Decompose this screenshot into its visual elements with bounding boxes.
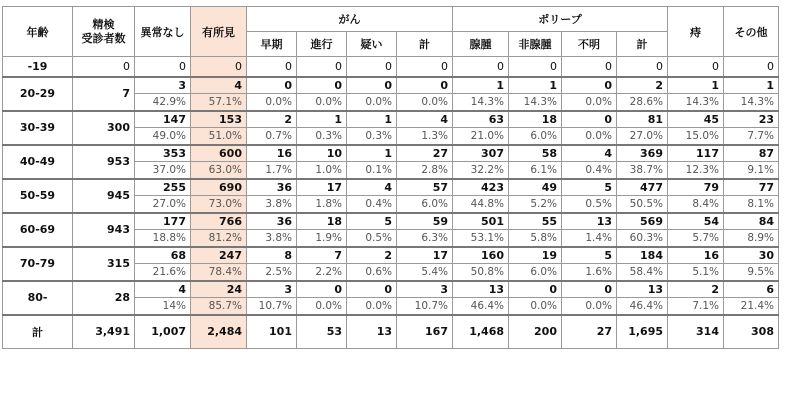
polyp-non-adenoma-percent: 5.8% xyxy=(509,230,562,247)
hemorrhoid-count: 2 xyxy=(668,281,724,298)
table-row-count xyxy=(3,281,779,298)
polyp-non-adenoma-total: 200 xyxy=(509,315,562,349)
other-percent: 14.3% xyxy=(724,94,779,111)
age-label: 50-59 xyxy=(3,179,73,213)
cancer-advanced-count: 7 xyxy=(297,247,347,264)
polyp-adenoma-percent: 50.8% xyxy=(453,264,509,281)
polyp-non-adenoma-count: 18 xyxy=(509,111,562,128)
cancer-advanced-count: 18 xyxy=(297,213,347,230)
examinees-count: 953 xyxy=(73,145,135,179)
cancer-suspected-count: 4 xyxy=(347,179,397,196)
hemorrhoid-percent: 14.3% xyxy=(668,94,724,111)
findings-percent: 78.4% xyxy=(191,264,247,281)
cancer-suspected-count: 5 xyxy=(347,213,397,230)
header-cancer-suspected: 疑い xyxy=(347,32,397,57)
polyp-adenoma-count: 13 xyxy=(453,281,509,298)
polyp-adenoma-percent: 46.4% xyxy=(453,298,509,315)
cancer-early-percent: 0.0% xyxy=(247,94,297,111)
cancer-early-percent: 2.5% xyxy=(247,264,297,281)
examinees-count: 300 xyxy=(73,111,135,145)
polyp-total-percent: 46.4% xyxy=(617,298,668,315)
polyp-total-percent: 50.5% xyxy=(617,196,668,213)
age-label: -19 xyxy=(3,57,73,77)
other-percent: 8.9% xyxy=(724,230,779,247)
cancer-suspected-percent: 0.4% xyxy=(347,196,397,213)
no-abnormality-percent: 27.0% xyxy=(135,196,191,213)
age-label: 60-69 xyxy=(3,213,73,247)
no-abnormality-count: 4 xyxy=(135,281,191,298)
cancer-advanced-percent: 1.9% xyxy=(297,230,347,247)
header-cancer-group: がん xyxy=(247,7,453,32)
cancer-suspected-percent: 0.1% xyxy=(347,162,397,179)
polyp-unknown-percent: 0.4% xyxy=(562,162,617,179)
cancer-total-percent: 1.3% xyxy=(397,128,453,145)
polyp-non-adenoma-count: 0 xyxy=(509,281,562,298)
polyp-total-percent: 60.3% xyxy=(617,230,668,247)
findings-percent: 85.7% xyxy=(191,298,247,315)
hemorrhoid-percent: 7.1% xyxy=(668,298,724,315)
cancer-suspected-count: 0 xyxy=(347,77,397,94)
cancer-advanced-percent: 1.0% xyxy=(297,162,347,179)
cancer-suspected-percent: 0.6% xyxy=(347,264,397,281)
hemorrhoid-count: 45 xyxy=(668,111,724,128)
findings-count: 4 xyxy=(191,77,247,94)
table-row-count xyxy=(3,77,779,94)
age-label: 30-39 xyxy=(3,111,73,145)
cancer-total-count: 4 xyxy=(397,111,453,128)
cancer-advanced-percent: 0.0% xyxy=(297,94,347,111)
examinees-count: 315 xyxy=(73,247,135,281)
polyp-unknown-percent: 0.5% xyxy=(562,196,617,213)
polyp-non-adenoma-percent: 6.0% xyxy=(509,264,562,281)
other-percent: 7.7% xyxy=(724,128,779,145)
polyp-unknown-count: 0 xyxy=(562,57,617,77)
cancer-total-percent: 6.3% xyxy=(397,230,453,247)
cancer-suspected-percent: 0.0% xyxy=(347,298,397,315)
age-label: 70-79 xyxy=(3,247,73,281)
cancer-early-percent: 3.8% xyxy=(247,196,297,213)
hemorrhoid-count: 54 xyxy=(668,213,724,230)
header-polyp-total: 計 xyxy=(617,32,668,57)
examinees-count: 28 xyxy=(73,281,135,315)
cancer-early-total: 101 xyxy=(247,315,297,349)
header-examinees: 精検 受診者数 xyxy=(73,7,135,57)
header-age: 年齢 xyxy=(3,7,73,57)
cancer-total-percent: 0.0% xyxy=(397,94,453,111)
polyp-adenoma-count: 501 xyxy=(453,213,509,230)
polyp-total-count: 0 xyxy=(617,57,668,77)
polyp-unknown-percent: 1.4% xyxy=(562,230,617,247)
polyp-non-adenoma-percent: 6.0% xyxy=(509,128,562,145)
screening-results-table xyxy=(2,6,779,349)
polyp-unknown-percent: 0.0% xyxy=(562,298,617,315)
polyp-adenoma-percent: 21.0% xyxy=(453,128,509,145)
no-abnormality-count: 0 xyxy=(135,57,191,77)
cancer-advanced-count: 0 xyxy=(297,77,347,94)
findings-count: 690 xyxy=(191,179,247,196)
cancer-advanced-percent: 2.2% xyxy=(297,264,347,281)
cancer-suspected-total: 13 xyxy=(347,315,397,349)
polyp-total-count: 184 xyxy=(617,247,668,264)
findings-percent: 57.1% xyxy=(191,94,247,111)
no-abnormality-count: 255 xyxy=(135,179,191,196)
cancer-total-count: 17 xyxy=(397,247,453,264)
polyp-non-adenoma-count: 58 xyxy=(509,145,562,162)
header-cancer-early: 早期 xyxy=(247,32,297,57)
findings-count: 24 xyxy=(191,281,247,298)
no-abnormality-count: 3 xyxy=(135,77,191,94)
hemorrhoid-percent: 12.3% xyxy=(668,162,724,179)
polyp-unknown-percent: 1.6% xyxy=(562,264,617,281)
polyp-adenoma-percent: 14.3% xyxy=(453,94,509,111)
polyp-total-percent: 38.7% xyxy=(617,162,668,179)
header-polyp-unknown: 不明 xyxy=(562,32,617,57)
hemorrhoid-percent: 8.4% xyxy=(668,196,724,213)
polyp-total-count: 81 xyxy=(617,111,668,128)
cancer-total-percent: 2.8% xyxy=(397,162,453,179)
cancer-early-count: 2 xyxy=(247,111,297,128)
cancer-total-count: 59 xyxy=(397,213,453,230)
polyp-adenoma-total: 1,468 xyxy=(453,315,509,349)
polyp-unknown-count: 0 xyxy=(562,111,617,128)
no-abnormality-percent: 18.8% xyxy=(135,230,191,247)
cancer-total-count: 0 xyxy=(397,77,453,94)
polyp-unknown-count: 5 xyxy=(562,247,617,264)
cancer-total-percent: 10.7% xyxy=(397,298,453,315)
cancer-early-percent: 3.8% xyxy=(247,230,297,247)
examinees-count: 0 xyxy=(73,57,135,77)
examinees-count: 945 xyxy=(73,179,135,213)
cancer-advanced-count: 1 xyxy=(297,111,347,128)
examinees-count: 7 xyxy=(73,77,135,111)
cancer-suspected-count: 1 xyxy=(347,111,397,128)
total-label: 計 xyxy=(3,315,73,349)
polyp-total-percent: 27.0% xyxy=(617,128,668,145)
polyp-adenoma-count: 160 xyxy=(453,247,509,264)
cancer-advanced-count: 10 xyxy=(297,145,347,162)
cancer-total-total: 167 xyxy=(397,315,453,349)
no-abnormality-count: 68 xyxy=(135,247,191,264)
polyp-adenoma-count: 0 xyxy=(453,57,509,77)
polyp-unknown-count: 5 xyxy=(562,179,617,196)
cancer-early-count: 0 xyxy=(247,57,297,77)
polyp-adenoma-count: 63 xyxy=(453,111,509,128)
findings-count: 153 xyxy=(191,111,247,128)
cancer-advanced-percent: 0.3% xyxy=(297,128,347,145)
cancer-suspected-count: 2 xyxy=(347,247,397,264)
findings-count: 0 xyxy=(191,57,247,77)
no-abnormality-count: 177 xyxy=(135,213,191,230)
hemorrhoid-total: 314 xyxy=(668,315,724,349)
polyp-unknown-count: 4 xyxy=(562,145,617,162)
no-abnormality-count: 147 xyxy=(135,111,191,128)
other-count: 77 xyxy=(724,179,779,196)
table-row-total xyxy=(3,315,779,349)
cancer-total-count: 57 xyxy=(397,179,453,196)
table-row-count xyxy=(3,145,779,162)
polyp-non-adenoma-percent: 0.0% xyxy=(509,298,562,315)
screening-results-table-container xyxy=(2,6,779,349)
other-percent: 8.1% xyxy=(724,196,779,213)
cancer-early-percent: 1.7% xyxy=(247,162,297,179)
age-label: 40-49 xyxy=(3,145,73,179)
hemorrhoid-count: 16 xyxy=(668,247,724,264)
polyp-total-count: 477 xyxy=(617,179,668,196)
cancer-advanced-count: 17 xyxy=(297,179,347,196)
table-row-count xyxy=(3,247,779,264)
hemorrhoid-count: 117 xyxy=(668,145,724,162)
table-row-age-under-19 xyxy=(3,57,779,77)
no-abnormality-percent: 49.0% xyxy=(135,128,191,145)
cancer-early-count: 36 xyxy=(247,213,297,230)
cancer-advanced-total: 53 xyxy=(297,315,347,349)
cancer-early-count: 3 xyxy=(247,281,297,298)
polyp-non-adenoma-count: 1 xyxy=(509,77,562,94)
cancer-total-count: 3 xyxy=(397,281,453,298)
cancer-early-count: 8 xyxy=(247,247,297,264)
polyp-adenoma-percent: 44.8% xyxy=(453,196,509,213)
polyp-unknown-count: 0 xyxy=(562,77,617,94)
cancer-suspected-percent: 0.5% xyxy=(347,230,397,247)
cancer-early-count: 0 xyxy=(247,77,297,94)
polyp-unknown-percent: 0.0% xyxy=(562,94,617,111)
cancer-early-percent: 0.7% xyxy=(247,128,297,145)
polyp-adenoma-count: 1 xyxy=(453,77,509,94)
findings-count: 247 xyxy=(191,247,247,264)
polyp-total-total: 1,695 xyxy=(617,315,668,349)
no-abnormality-total: 1,007 xyxy=(135,315,191,349)
polyp-non-adenoma-percent: 6.1% xyxy=(509,162,562,179)
cancer-total-count: 27 xyxy=(397,145,453,162)
header-cancer-total: 計 xyxy=(397,32,453,57)
other-count: 23 xyxy=(724,111,779,128)
findings-percent: 73.0% xyxy=(191,196,247,213)
table-row-count xyxy=(3,111,779,128)
findings-count: 600 xyxy=(191,145,247,162)
cancer-early-count: 36 xyxy=(247,179,297,196)
table-row-count xyxy=(3,213,779,230)
no-abnormality-percent: 42.9% xyxy=(135,94,191,111)
cancer-suspected-percent: 0.3% xyxy=(347,128,397,145)
hemorrhoid-percent: 5.1% xyxy=(668,264,724,281)
findings-count: 766 xyxy=(191,213,247,230)
table-row-count xyxy=(3,179,779,196)
header-findings: 有所見 xyxy=(191,7,247,57)
other-percent: 21.4% xyxy=(724,298,779,315)
other-percent: 9.1% xyxy=(724,162,779,179)
header-no-abnormality: 異常なし xyxy=(135,7,191,57)
polyp-total-percent: 58.4% xyxy=(617,264,668,281)
polyp-non-adenoma-percent: 5.2% xyxy=(509,196,562,213)
hemorrhoid-percent: 15.0% xyxy=(668,128,724,145)
no-abnormality-count: 353 xyxy=(135,145,191,162)
cancer-early-count: 16 xyxy=(247,145,297,162)
findings-percent: 81.2% xyxy=(191,230,247,247)
cancer-suspected-percent: 0.0% xyxy=(347,94,397,111)
polyp-total-percent: 28.6% xyxy=(617,94,668,111)
other-count: 1 xyxy=(724,77,779,94)
other-count: 30 xyxy=(724,247,779,264)
polyp-unknown-percent: 0.0% xyxy=(562,128,617,145)
cancer-total-percent: 5.4% xyxy=(397,264,453,281)
other-count: 0 xyxy=(724,57,779,77)
header-hemorrhoid: 痔 xyxy=(668,7,724,57)
findings-percent: 51.0% xyxy=(191,128,247,145)
header-polyp-adenoma: 腺腫 xyxy=(453,32,509,57)
examinees-count: 943 xyxy=(73,213,135,247)
cancer-advanced-percent: 1.8% xyxy=(297,196,347,213)
other-total: 308 xyxy=(724,315,779,349)
age-label: 80- xyxy=(3,281,73,315)
cancer-advanced-count: 0 xyxy=(297,281,347,298)
findings-total: 2,484 xyxy=(191,315,247,349)
header-other: その他 xyxy=(724,7,779,57)
cancer-total-count: 0 xyxy=(397,57,453,77)
polyp-total-count: 369 xyxy=(617,145,668,162)
header-cancer-advanced: 進行 xyxy=(297,32,347,57)
cancer-total-percent: 6.0% xyxy=(397,196,453,213)
hemorrhoid-count: 79 xyxy=(668,179,724,196)
polyp-adenoma-count: 307 xyxy=(453,145,509,162)
no-abnormality-percent: 21.6% xyxy=(135,264,191,281)
polyp-unknown-count: 0 xyxy=(562,281,617,298)
cancer-suspected-count: 0 xyxy=(347,57,397,77)
polyp-non-adenoma-count: 19 xyxy=(509,247,562,264)
polyp-non-adenoma-count: 55 xyxy=(509,213,562,230)
polyp-non-adenoma-percent: 14.3% xyxy=(509,94,562,111)
age-label: 20-29 xyxy=(3,77,73,111)
polyp-unknown-count: 13 xyxy=(562,213,617,230)
polyp-adenoma-percent: 53.1% xyxy=(453,230,509,247)
cancer-suspected-count: 0 xyxy=(347,281,397,298)
hemorrhoid-percent: 5.7% xyxy=(668,230,724,247)
header-polyp-group: ポリープ xyxy=(453,7,668,32)
polyp-non-adenoma-count: 49 xyxy=(509,179,562,196)
other-count: 6 xyxy=(724,281,779,298)
polyp-unknown-total: 27 xyxy=(562,315,617,349)
polyp-total-count: 569 xyxy=(617,213,668,230)
other-count: 87 xyxy=(724,145,779,162)
polyp-adenoma-percent: 32.2% xyxy=(453,162,509,179)
cancer-advanced-percent: 0.0% xyxy=(297,298,347,315)
header-polyp-non-adenoma: 非腺腫 xyxy=(509,32,562,57)
no-abnormality-percent: 37.0% xyxy=(135,162,191,179)
examinees-total: 3,491 xyxy=(73,315,135,349)
other-count: 84 xyxy=(724,213,779,230)
polyp-total-count: 2 xyxy=(617,77,668,94)
cancer-early-percent: 10.7% xyxy=(247,298,297,315)
hemorrhoid-count: 1 xyxy=(668,77,724,94)
polyp-adenoma-count: 423 xyxy=(453,179,509,196)
cancer-suspected-count: 1 xyxy=(347,145,397,162)
cancer-advanced-count: 0 xyxy=(297,57,347,77)
findings-percent: 63.0% xyxy=(191,162,247,179)
other-percent: 9.5% xyxy=(724,264,779,281)
hemorrhoid-count: 0 xyxy=(668,57,724,77)
polyp-non-adenoma-count: 0 xyxy=(509,57,562,77)
no-abnormality-percent: 14% xyxy=(135,298,191,315)
polyp-total-count: 13 xyxy=(617,281,668,298)
